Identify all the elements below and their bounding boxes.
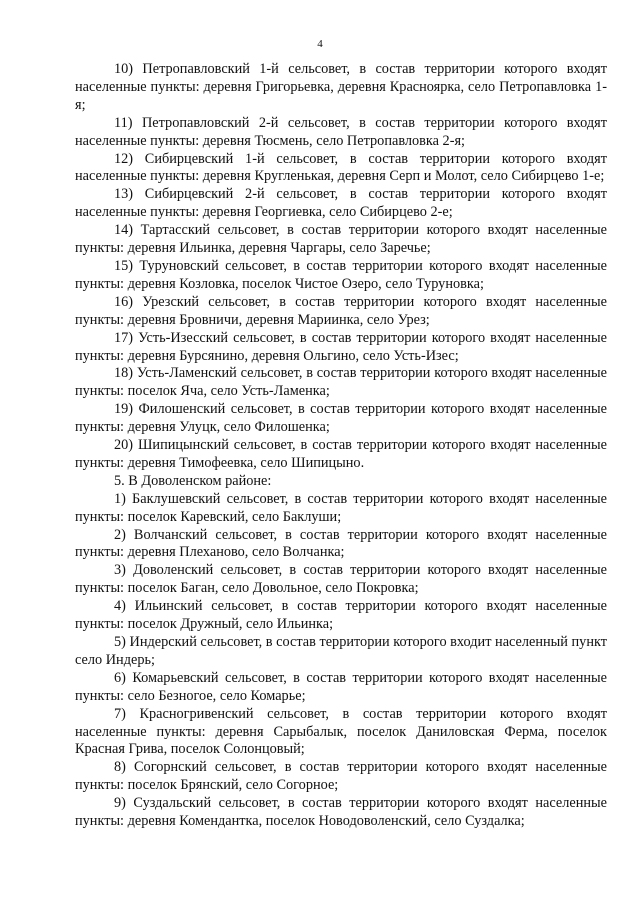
list-item-krasnogrivensky: 7) Красногривенский сельсовет, в состав территории которого входят населенные пункты: деревня Сарыбалык, поселок Даниловская Ферма, поселок Красная Грива, поселок Солонцовый; (75, 705, 607, 758)
list-item-sogornsky: 8) Согорнский сельсовет, в состав территории которого входят населенные пункты: поселок Брянский, село Согорное; (75, 759, 607, 794)
list-item-volchansky: 2) Волчанский сельсовет, в состав территории которого входят населенные пункты: деревня Плеханово, село Волчанка; (75, 526, 607, 561)
document-body (75, 61, 607, 831)
list-item-indersky: 5) Индерский сельсовет, в состав территории которого входит населенный пункт село Индерь; (75, 634, 607, 668)
list-item-shipitsynsky: 20) Шипицынский сельсовет, в состав территории которого входят населенные пункты: деревня Тимофеевка, село Шипицыно. (75, 437, 607, 471)
list-item-komarevsky: 6) Комарьевский сельсовет, в состав территории которого входят населенные пункты: село Безногое, село Комарье; (75, 669, 607, 704)
list-item-ust-izessky: 17) Усть-Изесский сельсовет, в состав территории которого входят населенные пункты: деревня Бурсянино, деревня Ольгино, село Усть-Изес; (75, 329, 607, 364)
list-item-suzdalsky: 9) Суздальский сельсовет, в состав территории которого входят населенные пункты: деревня Комендантка, поселок Новодоволенский, село Суздалка; (75, 795, 607, 830)
list-item-urezsky: 16) Урезский сельсовет, в состав территории которого входят населенные пункты: деревня Бровничи, деревня Мариинка, село Урез; (75, 293, 607, 328)
list-item-sibirtsevsky-1: 12) Сибирцевский 1-й сельсовет, в состав территории которого входят населенные пункты: деревня Кругленькая, деревня Серп и Молот, село Сибирцево 1-е; (75, 150, 607, 185)
list-item-baklushevsky: 1) Баклушевский сельсовет, в состав территории которого входят населенные пункты: поселок Каревский, село Баклуши; (75, 490, 607, 525)
list-item-filoshensky: 19) Филошенский сельсовет, в состав территории которого входят населенные пункты: деревня Улуцк, село Филошенка; (75, 401, 607, 436)
page-number: 4 (317, 38, 323, 50)
list-item-ust-lamensky: 18) Усть-Ламенский сельсовет, в состав территории которого входят населенные пункты: поселок Яча, село Усть-Ламенка; (75, 365, 607, 400)
section-heading-dovolensky: 5. В Доволенском районе: (114, 472, 272, 489)
list-item-petropavlovsky-2: 11) Петропавловский 2-й сельсовет, в состав территории которого входят населенные пункты: деревня Тюсмень, село Петропавловка 2-я; (75, 114, 607, 149)
list-item-ilinsky: 4) Ильинский сельсовет, в состав территории которого входят населенные пункты: поселок Дружный, село Ильинка; (75, 598, 607, 633)
list-item-dovolensky: 3) Доволенский сельсовет, в состав территории которого входят населенные пункты: поселок Баган, село Довольное, село Покровка; (75, 562, 607, 597)
list-item-sibirtsevsky-2: 13) Сибирцевский 2-й сельсовет, в состав территории которого входят населенные пункты: деревня Георгиевка, село Сибирцево 2-е; (75, 186, 607, 221)
list-item-petropavlovsky-1: 10) Петропавловский 1-й сельсовет, в состав территории которого входят населенные пункты: деревня Григорьевка, деревня Красноярка, село Петропавловка 1-я; (75, 61, 607, 113)
list-item-tartassky: 14) Тартасский сельсовет, в состав территории которого входят населенные пункты: деревня Ильинка, деревня Чаргары, село Заречье; (75, 222, 607, 257)
list-item-turunovsky: 15) Туруновский сельсовет, в состав территории которого входят населенные пункты: деревня Козловка, поселок Чистое Озеро, село Туруновка; (75, 257, 607, 292)
